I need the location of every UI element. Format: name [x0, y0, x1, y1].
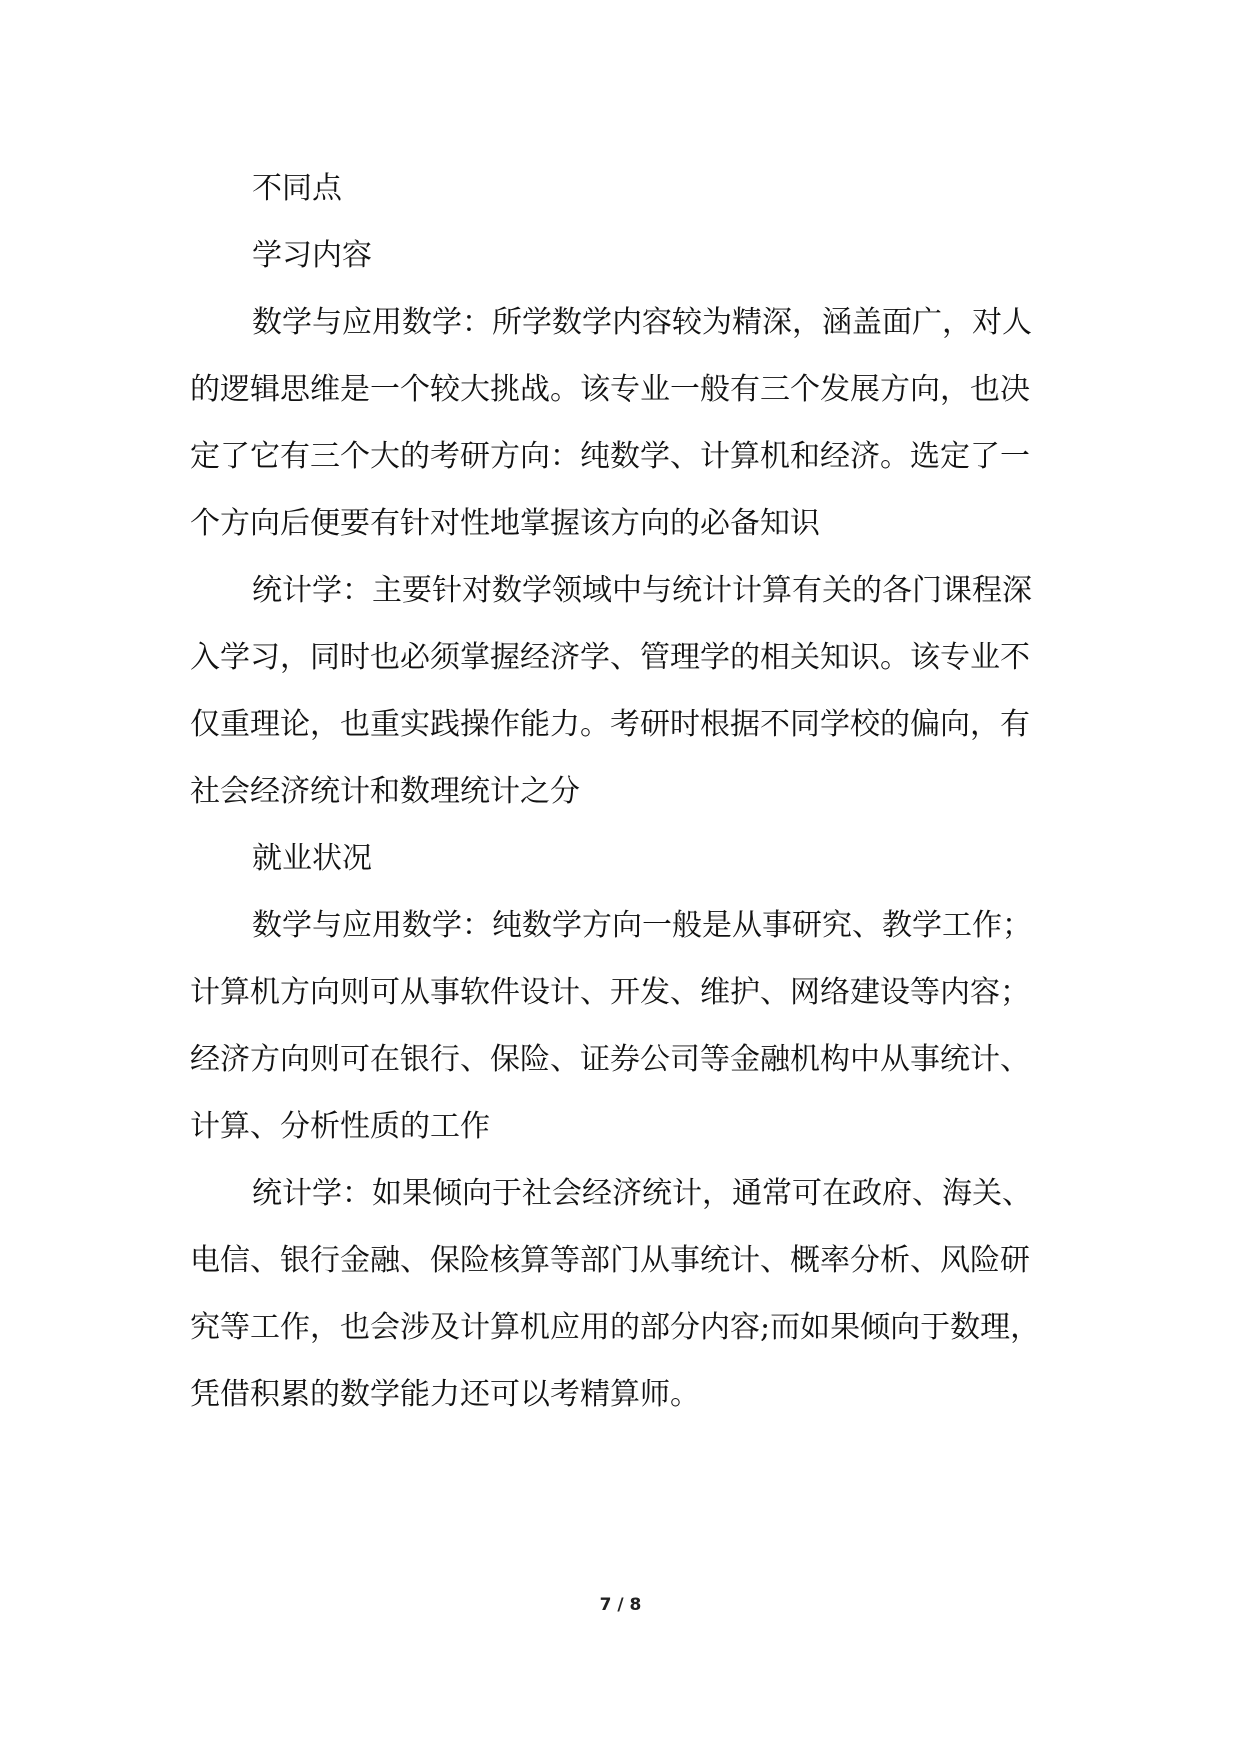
- paragraph-line: 的逻辑思维是一个较大挑战。该专业一般有三个发展方向，也决: [190, 372, 1030, 407]
- subsection-heading: 就业状况: [252, 841, 372, 876]
- paragraph-line: 统计学：如果倾向于社会经济统计，通常可在政府、海关、: [252, 1176, 1032, 1211]
- page-number: 7 / 8: [599, 1595, 642, 1615]
- paragraph-line: 究等工作，也会涉及计算机应用的部分内容;而如果倾向于数理，: [190, 1310, 1041, 1345]
- paragraph-line: 入学习，同时也必须掌握经济学、管理学的相关知识。该专业不: [190, 640, 1030, 675]
- paragraph-line: 定了它有三个大的考研方向：纯数学、计算机和经济。选定了一: [190, 439, 1030, 474]
- paragraph-line: 计算、分析性质的工作: [190, 1109, 490, 1144]
- paragraph-line: 计算机方向则可从事软件设计、开发、维护、网络建设等内容；: [190, 975, 1030, 1010]
- paragraph-line: 经济方向则可在银行、保险、证券公司等金融机构中从事统计、: [190, 1042, 1030, 1077]
- section-heading: 不同点: [252, 171, 342, 206]
- paragraph-line: 凭借积累的数学能力还可以考精算师。: [190, 1377, 700, 1412]
- paragraph-line: 电信、银行金融、保险核算等部门从事统计、概率分析、风险研: [190, 1243, 1030, 1278]
- subsection-heading: 学习内容: [252, 238, 372, 273]
- document-body: [190, 155, 1080, 1428]
- paragraph-line: 统计学：主要针对数学领域中与统计计算有关的各门课程深: [252, 573, 1032, 608]
- paragraph-line: 社会经济统计和数理统计之分: [190, 774, 580, 809]
- paragraph-line: 数学与应用数学：所学数学内容较为精深，涵盖面广，对人: [252, 305, 1032, 340]
- paragraph-line: 仅重理论，也重实践操作能力。考研时根据不同学校的偏向，有: [190, 707, 1030, 742]
- paragraph-line: 个方向后便要有针对性地掌握该方向的必备知识: [190, 506, 820, 541]
- paragraph-line: 数学与应用数学：纯数学方向一般是从事研究、教学工作；: [252, 908, 1032, 943]
